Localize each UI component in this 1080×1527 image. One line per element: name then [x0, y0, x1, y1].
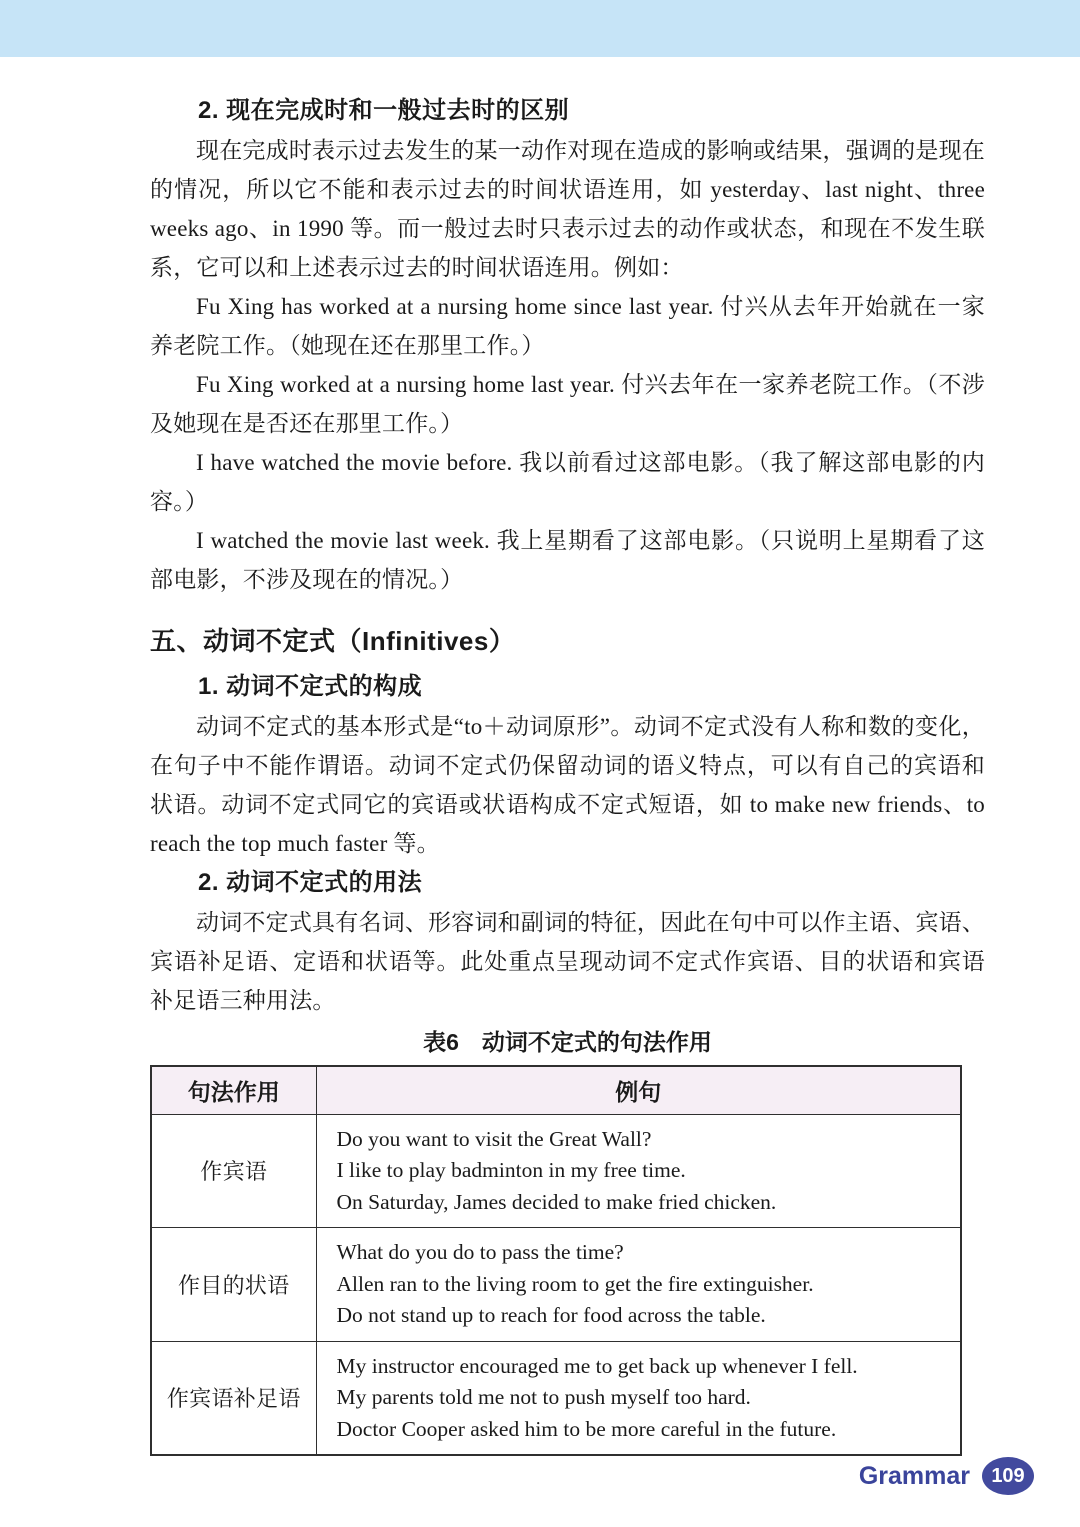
infinitives-section-heading: 五、动词不定式（Infinitives）	[150, 626, 516, 656]
role-cell: 作宾语补足语	[151, 1341, 316, 1455]
example-sentence: I watched the movie last week. 我上星期看了这部电影。（只说明上星期看了这部电影，不涉及现在的情况。）	[150, 528, 985, 592]
example-line: What do you do to pass the time?	[336, 1240, 624, 1264]
table-row	[151, 1114, 961, 1228]
infinitives-sub1-heading: 1. 动词不定式的构成	[198, 673, 423, 700]
example-line: Do you want to visit the Great Wall?	[336, 1126, 652, 1151]
footer-section-label: Grammar	[858, 1461, 970, 1490]
examples-cell	[316, 1341, 961, 1455]
infinitives-sub2-paragraph: 动词不定式具有名词、形容词和副词的特征，因此在句中可以作主语、宾语、宾语补足语、定语和状语等。此处重点呈现动词不定式作宾语、目的状语和宾语补足语三种用法。	[150, 910, 985, 1013]
example-line: My instructor encouraged me to get back up whenever I fell.	[336, 1353, 858, 1378]
tense-section-paragraph: 现在完成时表示过去发生的某一动作对现在造成的影响或结果，强调的是现在的情况，所以它不能和表示过去的时间状语连用，如 yesterday、last night、three weeks ago、in 1990 等。而一般过去时只表示过去的动作或状态，和现在不发生联系，它可以和上述表示过去的时间状语连用。例如：	[150, 138, 985, 280]
page-number-badge: 109	[982, 1457, 1034, 1495]
example-line: On Saturday, James decided to make fried chicken.	[336, 1189, 777, 1214]
example-sentence: Fu Xing worked at a nursing home last year. 付兴去年在一家养老院工作。（不涉及她现在是否还在那里工作。）	[150, 372, 985, 436]
example-line: My parents told me not to push myself too hard.	[336, 1385, 751, 1409]
table-row	[151, 1228, 961, 1342]
example-line: Doctor Cooper asked him to be more careful in the future.	[336, 1416, 837, 1441]
example-sentence: I have watched the movie before. 我以前看过这部电影。（我了解这部电影的内容。）	[150, 450, 985, 514]
examples-cell	[316, 1114, 961, 1228]
table-caption: 表6 动词不定式的句法作用	[423, 1029, 712, 1055]
infinitives-sub2-heading: 2. 动词不定式的用法	[198, 869, 423, 896]
tense-section-heading: 2. 现在完成时和一般过去时的区别	[198, 97, 570, 124]
example-sentence: Fu Xing has worked at a nursing home since last year. 付兴从去年开始就在一家养老院工作。（她现在还在那里工作。）	[150, 294, 985, 358]
page-footer	[859, 1457, 1034, 1495]
infinitives-sub1-paragraph: 动词不定式的基本形式是“to＋动词原形”。动词不定式没有人称和数的变化，在句子中不能作谓语。动词不定式仍保留动词的语义特点，可以有自己的宾语和状语。动词不定式同它的宾语或状语构成不定式短语，如 to make new friends、to reach the top much faster 等。	[150, 714, 985, 856]
example-line: Do not stand up to reach for food across the table.	[336, 1303, 766, 1327]
infinitive-usage-table	[150, 1065, 962, 1456]
column-header-examples: 例句	[316, 1066, 961, 1114]
example-line: I like to play badminton in my free time.	[336, 1158, 686, 1182]
examples-cell	[316, 1228, 961, 1342]
table-row	[151, 1341, 961, 1455]
table-header-row	[151, 1066, 961, 1114]
role-cell: 作目的状语	[151, 1228, 316, 1342]
page-content	[0, 57, 1080, 1456]
example-line: Allen ran to the living room to get the fire extinguisher.	[336, 1271, 814, 1296]
column-header-role: 句法作用	[151, 1066, 316, 1114]
page-top-band	[0, 0, 1080, 57]
role-cell: 作宾语	[151, 1114, 316, 1228]
